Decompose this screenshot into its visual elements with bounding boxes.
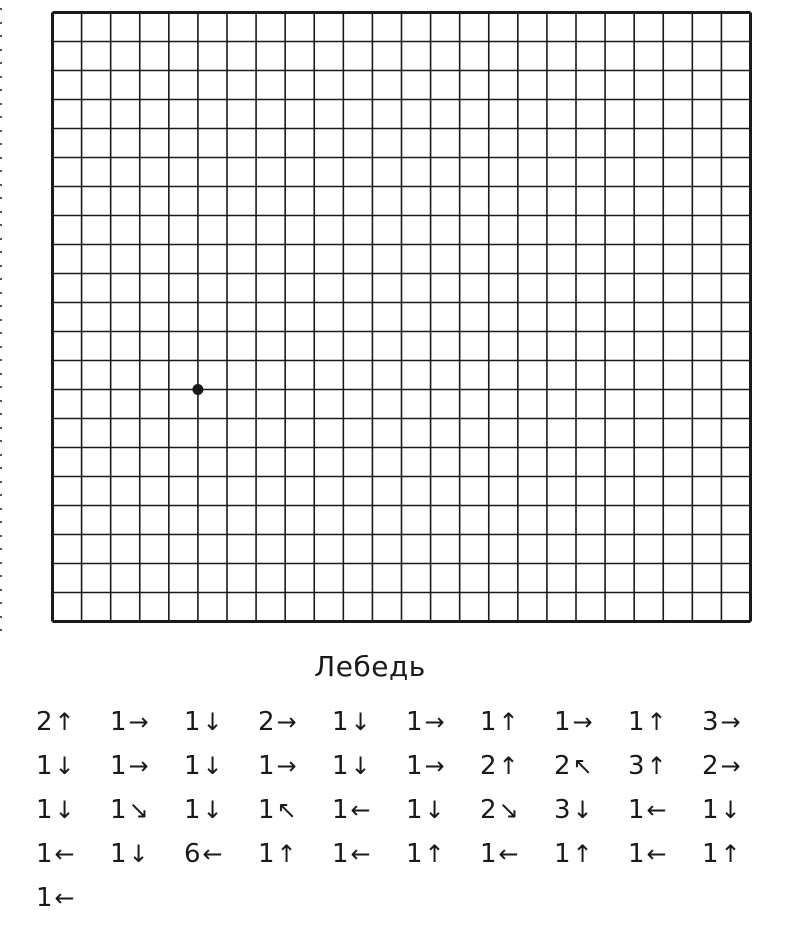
- step-count: 2: [480, 751, 497, 781]
- step-count: 1: [110, 839, 127, 869]
- edge-dot: [0, 616, 2, 618]
- direction-arrow-icon: ↓: [54, 752, 75, 780]
- command-step: [480, 751, 554, 781]
- command-step: [258, 751, 332, 781]
- command-step: [406, 707, 480, 737]
- command-step: [702, 751, 776, 781]
- command-step: [110, 707, 184, 737]
- step-count: 1: [480, 839, 497, 869]
- direction-arrow-icon: ↑: [498, 708, 519, 736]
- edge-dot: [0, 467, 2, 469]
- edge-dot: [0, 359, 2, 361]
- command-step: [628, 751, 702, 781]
- command-row: [36, 788, 776, 832]
- step-count: 1: [480, 707, 497, 737]
- edge-dot: [0, 49, 2, 51]
- edge-dot: [0, 494, 2, 496]
- edge-dot: [0, 130, 2, 132]
- direction-arrow-icon: ←: [350, 796, 371, 824]
- step-count: 1: [258, 839, 275, 869]
- step-count: 1: [332, 751, 349, 781]
- step-count: 2: [36, 707, 53, 737]
- edge-dot: [0, 629, 2, 631]
- command-step: [332, 839, 406, 869]
- direction-arrow-icon: ↑: [646, 708, 667, 736]
- step-count: 2: [702, 751, 719, 781]
- step-count: 1: [110, 795, 127, 825]
- page-title: Лебедь: [314, 650, 426, 683]
- direction-arrow-icon: ↘: [498, 796, 519, 824]
- page-edge-dots: [0, 0, 4, 640]
- direction-arrow-icon: →: [424, 708, 445, 736]
- step-count: 1: [110, 707, 127, 737]
- direction-arrow-icon: →: [572, 708, 593, 736]
- step-count: 1: [406, 839, 423, 869]
- edge-dot: [0, 157, 2, 159]
- direction-arrow-icon: →: [128, 752, 149, 780]
- edge-dot: [0, 197, 2, 199]
- step-count: 1: [554, 707, 571, 737]
- step-count: 1: [36, 839, 53, 869]
- command-step: [184, 839, 258, 869]
- edge-dot: [0, 89, 2, 91]
- command-step: [628, 839, 702, 869]
- direction-arrow-icon: ←: [54, 884, 75, 912]
- edge-dot: [0, 305, 2, 307]
- step-count: 3: [554, 795, 571, 825]
- command-step: [554, 751, 628, 781]
- edge-dot: [0, 35, 2, 37]
- drawing-grid[interactable]: [51, 11, 752, 623]
- command-step: [36, 707, 110, 737]
- edge-dot: [0, 62, 2, 64]
- step-count: 1: [406, 795, 423, 825]
- edge-dot: [0, 440, 2, 442]
- command-step: [36, 795, 110, 825]
- edge-dot: [0, 535, 2, 537]
- step-count: 1: [36, 883, 53, 913]
- step-count: 1: [406, 751, 423, 781]
- edge-dot: [0, 481, 2, 483]
- command-step: [332, 707, 406, 737]
- edge-dot: [0, 602, 2, 604]
- step-count: 1: [554, 839, 571, 869]
- direction-arrow-icon: ↑: [498, 752, 519, 780]
- edge-dot: [0, 143, 2, 145]
- direction-arrow-icon: ↓: [350, 708, 371, 736]
- step-count: 1: [628, 707, 645, 737]
- direction-arrow-icon: ↓: [350, 752, 371, 780]
- direction-arrow-icon: ←: [498, 840, 519, 868]
- command-row: [36, 700, 776, 744]
- edge-dot: [0, 373, 2, 375]
- command-step: [554, 839, 628, 869]
- command-step: [184, 795, 258, 825]
- step-count: 6: [184, 839, 201, 869]
- step-count: 1: [110, 751, 127, 781]
- edge-dot: [0, 548, 2, 550]
- command-step: [702, 795, 776, 825]
- command-step: [628, 707, 702, 737]
- edge-dot: [0, 521, 2, 523]
- command-step: [406, 839, 480, 869]
- edge-dot: [0, 427, 2, 429]
- direction-arrow-icon: ↓: [202, 796, 223, 824]
- direction-arrow-icon: ←: [350, 840, 371, 868]
- edge-dot: [0, 265, 2, 267]
- direction-arrow-icon: →: [424, 752, 445, 780]
- direction-arrow-icon: →: [720, 752, 741, 780]
- step-count: 1: [36, 795, 53, 825]
- step-count: 3: [628, 751, 645, 781]
- edge-dot: [0, 224, 2, 226]
- command-step: [110, 751, 184, 781]
- edge-dot: [0, 76, 2, 78]
- direction-arrow-icon: ↓: [202, 752, 223, 780]
- edge-dot: [0, 575, 2, 577]
- step-count: 1: [702, 839, 719, 869]
- step-count: 2: [554, 751, 571, 781]
- edge-dot: [0, 508, 2, 510]
- edge-dot: [0, 116, 2, 118]
- command-step: [110, 795, 184, 825]
- direction-arrow-icon: ↑: [54, 708, 75, 736]
- direction-arrow-icon: ↖: [572, 752, 593, 780]
- edge-dot: [0, 22, 2, 24]
- direction-arrow-icon: ↓: [128, 840, 149, 868]
- edge-dot: [0, 562, 2, 564]
- direction-arrow-icon: →: [276, 708, 297, 736]
- step-count: 1: [628, 795, 645, 825]
- edge-dot: [0, 251, 2, 253]
- step-count: 1: [332, 707, 349, 737]
- edge-dot: [0, 184, 2, 186]
- command-step: [554, 795, 628, 825]
- grid-canvas[interactable]: [51, 11, 752, 623]
- command-step: [480, 707, 554, 737]
- edge-dot: [0, 413, 2, 415]
- command-step: [36, 839, 110, 869]
- direction-arrow-icon: ↑: [720, 840, 741, 868]
- command-step: [258, 707, 332, 737]
- start-point-dot: [192, 384, 203, 395]
- edge-dot: [0, 8, 2, 10]
- edge-dot: [0, 103, 2, 105]
- direction-arrow-icon: ←: [646, 796, 667, 824]
- edge-dot: [0, 278, 2, 280]
- step-count: 1: [258, 751, 275, 781]
- edge-dot: [0, 400, 2, 402]
- command-step: [702, 839, 776, 869]
- command-row: [36, 832, 776, 876]
- command-step: [258, 839, 332, 869]
- step-count: 1: [332, 795, 349, 825]
- direction-arrow-icon: ←: [202, 840, 223, 868]
- edge-dot: [0, 332, 2, 334]
- edge-dot: [0, 589, 2, 591]
- step-count: 1: [702, 795, 719, 825]
- command-row: [36, 876, 776, 920]
- command-step: [258, 795, 332, 825]
- edge-dot: [0, 454, 2, 456]
- step-count: 2: [258, 707, 275, 737]
- edge-dot: [0, 386, 2, 388]
- direction-arrow-icon: ↑: [572, 840, 593, 868]
- step-count: 1: [628, 839, 645, 869]
- step-count: 1: [184, 751, 201, 781]
- direction-arrow-icon: →: [276, 752, 297, 780]
- command-step: [480, 839, 554, 869]
- step-count: 1: [184, 795, 201, 825]
- command-list: [36, 700, 776, 920]
- direction-arrow-icon: ↘: [128, 796, 149, 824]
- direction-arrow-icon: ↓: [572, 796, 593, 824]
- command-step: [332, 795, 406, 825]
- command-step: [406, 795, 480, 825]
- command-step: [184, 707, 258, 737]
- command-row: [36, 744, 776, 788]
- direction-arrow-icon: ↑: [646, 752, 667, 780]
- command-step: [110, 839, 184, 869]
- step-count: 3: [702, 707, 719, 737]
- step-count: 1: [406, 707, 423, 737]
- direction-arrow-icon: ↓: [202, 708, 223, 736]
- edge-dot: [0, 292, 2, 294]
- edge-dot: [0, 346, 2, 348]
- step-count: 1: [184, 707, 201, 737]
- direction-arrow-icon: ↖: [276, 796, 297, 824]
- direction-arrow-icon: ←: [54, 840, 75, 868]
- direction-arrow-icon: ↓: [720, 796, 741, 824]
- step-count: 1: [258, 795, 275, 825]
- command-step: [554, 707, 628, 737]
- direction-arrow-icon: ↑: [424, 840, 445, 868]
- command-step: [36, 751, 110, 781]
- command-step: [406, 751, 480, 781]
- command-step: [36, 883, 112, 913]
- command-step: [480, 795, 554, 825]
- direction-arrow-icon: ↓: [424, 796, 445, 824]
- edge-dot: [0, 170, 2, 172]
- edge-dot: [0, 211, 2, 213]
- direction-arrow-icon: ↓: [54, 796, 75, 824]
- command-step: [332, 751, 406, 781]
- direction-arrow-icon: ↑: [276, 840, 297, 868]
- command-step: [702, 707, 776, 737]
- direction-arrow-icon: ←: [646, 840, 667, 868]
- step-count: 2: [480, 795, 497, 825]
- direction-arrow-icon: →: [720, 708, 741, 736]
- edge-dot: [0, 319, 2, 321]
- step-count: 1: [332, 839, 349, 869]
- direction-arrow-icon: →: [128, 708, 149, 736]
- step-count: 1: [36, 751, 53, 781]
- command-step: [628, 795, 702, 825]
- command-step: [184, 751, 258, 781]
- edge-dot: [0, 238, 2, 240]
